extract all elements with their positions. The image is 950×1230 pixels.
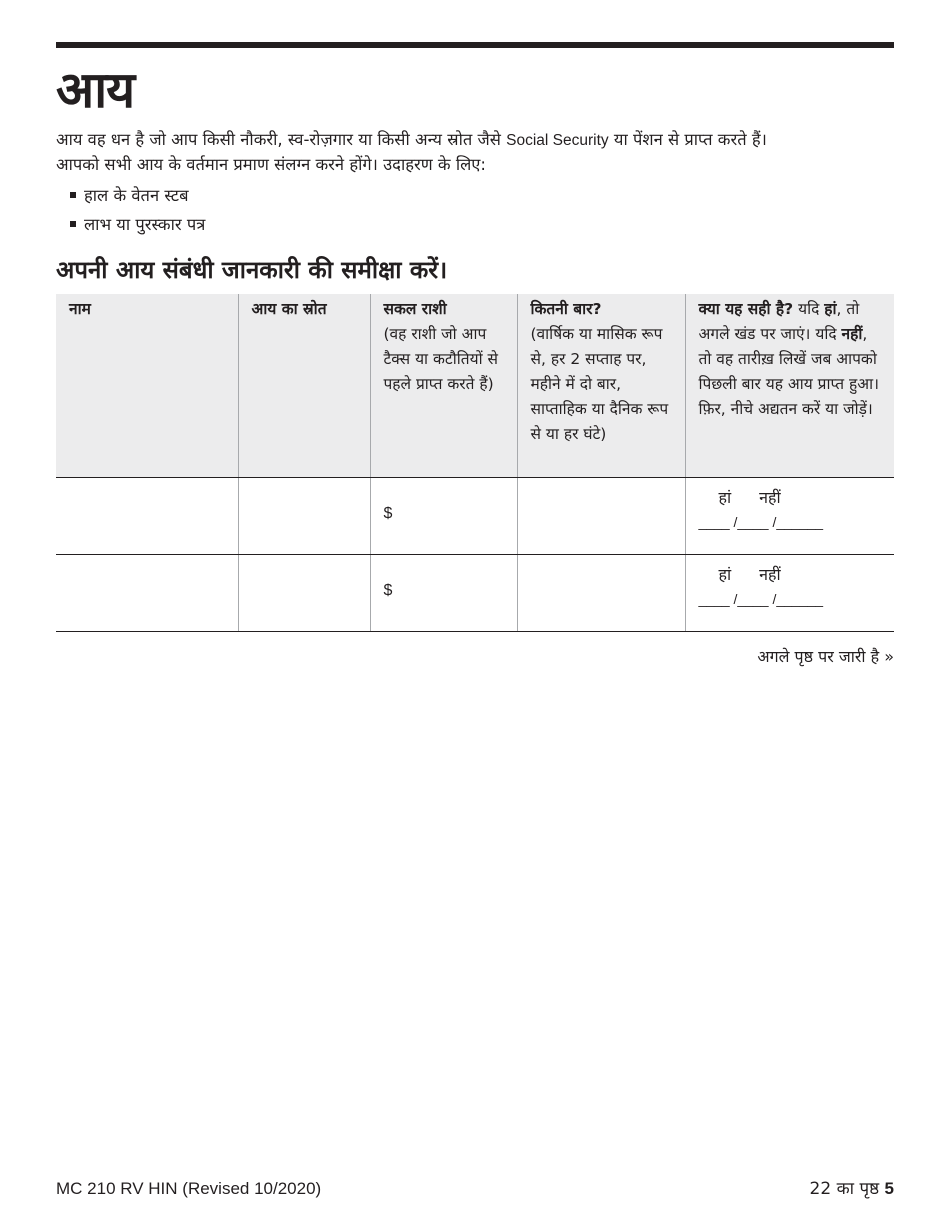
continue-note: अगले पृष्ठ पर जारी है » — [757, 647, 894, 666]
source-cell[interactable] — [238, 477, 370, 554]
name-cell[interactable] — [56, 477, 238, 554]
list-item: लाभ या पुरस्कार पत्र — [70, 210, 205, 239]
frequency-cell[interactable] — [517, 554, 685, 631]
page-number: 22 का पृष्ठ 5 — [809, 1179, 894, 1199]
intro-text-line2: आपको सभी आय के वर्तमान प्रमाण संलग्न करने होंगे। उदाहरण के लिए: — [56, 155, 486, 174]
no-option[interactable]: नहीं — [759, 564, 781, 584]
table-row — [56, 477, 894, 554]
yes-no-options — [699, 486, 882, 510]
intro-social-security: Social Security — [506, 132, 609, 149]
income-table — [56, 294, 894, 632]
bullet-square-icon — [70, 221, 76, 227]
table-row — [56, 554, 894, 631]
intro-text-part2: या पेंशन से प्राप्त करते हैं। — [608, 130, 767, 149]
header-source: आय का स्रोत — [238, 294, 370, 477]
page-title: आय — [56, 61, 135, 119]
intro-text-part1: आय वह धन है जो आप किसी नौकरी, स्व-रोज़गार या किसी अन्य स्रोत जैसे — [56, 130, 507, 149]
section-title: अपनी आय संबंधी जानकारी की समीक्षा करें। — [56, 256, 448, 284]
table-header-row — [56, 294, 894, 477]
dollar-sign: $ — [383, 504, 393, 522]
frequency-cell[interactable] — [517, 477, 685, 554]
no-option[interactable]: नहीं — [759, 487, 781, 507]
date-field[interactable]: ____ /____ /______ — [698, 513, 824, 530]
examples-list — [70, 181, 205, 239]
header-name: नाम — [56, 294, 238, 477]
yes-option[interactable]: हां — [718, 487, 732, 507]
intro-text — [56, 128, 906, 177]
correct-cell — [685, 554, 894, 631]
form-id: MC 210 RV HIN (Revised 10/2020) — [56, 1179, 322, 1198]
source-cell[interactable] — [238, 554, 370, 631]
header-is-correct: क्या यह सही है? यदि हां, तो अगले खंड पर जाएं। यदि नहीं, तो वह तारीख़ लिखें जब आपको पिछली बार यह आय प्राप्त हुआ। फ़िर, नीचे अद्यतन करें या जोड़ें। — [685, 294, 894, 477]
bullet-square-icon — [70, 192, 76, 198]
gross-amount-cell[interactable] — [370, 477, 517, 554]
yes-no-options — [699, 563, 882, 587]
yes-option[interactable]: हां — [718, 564, 732, 584]
name-cell[interactable] — [56, 554, 238, 631]
header-frequency: कितनी बार? (वार्षिक या मासिक रूप से, हर 2 सप्ताह पर, महीने में दो बार, साप्ताहिक या दैनिक रूप से या हर घंटे) — [517, 294, 685, 477]
list-item: हाल के वेतन स्टब — [70, 181, 205, 210]
header-gross-amount: सकल राशी (वह राशी जो आप टैक्स या कटौतियों से पहले प्राप्त करते हैं) — [370, 294, 517, 477]
dollar-sign: $ — [383, 581, 393, 599]
date-field[interactable]: ____ /____ /______ — [698, 590, 824, 607]
top-rule — [56, 42, 894, 48]
gross-amount-cell[interactable] — [370, 554, 517, 631]
correct-cell — [685, 477, 894, 554]
